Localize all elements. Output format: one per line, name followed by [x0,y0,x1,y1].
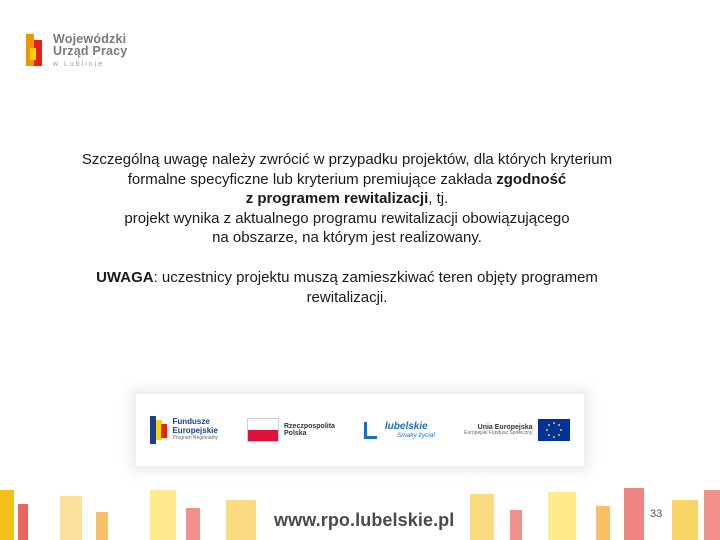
ue-line-1: Unia Europejska [477,423,533,431]
fe-line-2: Europejskie [172,425,218,435]
paragraph-line-1: Szczególną uwagę należy zwrócić w przypadku projektów, dla których kryterium [81,151,613,168]
fundusze-europejskie-logo [150,416,218,444]
note-line-2: rewitalizacji. [306,288,388,306]
wup-logo [26,28,166,72]
unia-europejska-logo [464,419,569,441]
rzeczpospolita-polska-logo [247,418,335,442]
wup-logo-text [53,33,127,68]
page-number: 33 [650,508,663,520]
wup-logo-mark-icon [26,34,46,66]
paragraph-line-3-text: , tj. [428,190,449,207]
note-paragraph [40,268,654,307]
fundusze-europejskie-icon [150,416,167,444]
fe-line-1: Fundusze [172,417,210,427]
rpo-url: www.rpo.lubelskie.pl [274,510,455,530]
note-text: : uczestnicy projektu muszą zamieszkiwać teren objęty programem [153,269,598,286]
note-label: UWAGA [96,269,154,286]
rp-line-1: Rzeczpospolita [284,422,335,430]
fe-line-3: Program Regionalny [172,435,219,442]
emphasis-program: z programem rewitalizacji [245,190,429,207]
lubelskie-logo [364,421,435,439]
rp-line-2: Polska [284,430,307,437]
paragraph-line-4: projekt wynika z aktualnego programu rewitalizacji obowiązującego [124,209,570,227]
lubelskie-line-1: lubelskie [384,421,428,432]
paragraph-line-2 [40,170,654,190]
paragraph-line-5: na obszarze, na którym jest realizowany. [212,229,482,246]
paragraph-line-2-text: formalne specyficzne lub kryterium premiujące zakłada [127,170,497,188]
emphasis-zgodnosc: zgodność [496,170,567,188]
main-paragraph [40,150,654,248]
eu-flag-icon [538,419,570,441]
logo-line-1: Wojewódzki [53,31,127,46]
polish-flag-icon [247,418,279,442]
ue-line-2: Europejski Fundusz Społeczny [464,430,533,437]
paragraph-line-3 [40,189,654,209]
logo-line-2: Urząd Pracy [53,44,128,58]
lubelskie-line-2: Smaky życia! [396,432,436,439]
lubelskie-icon [364,422,377,439]
logo-line-3: w Lublinie [53,60,105,68]
funding-logos-strip [136,394,584,466]
note-line-1 [40,268,654,288]
